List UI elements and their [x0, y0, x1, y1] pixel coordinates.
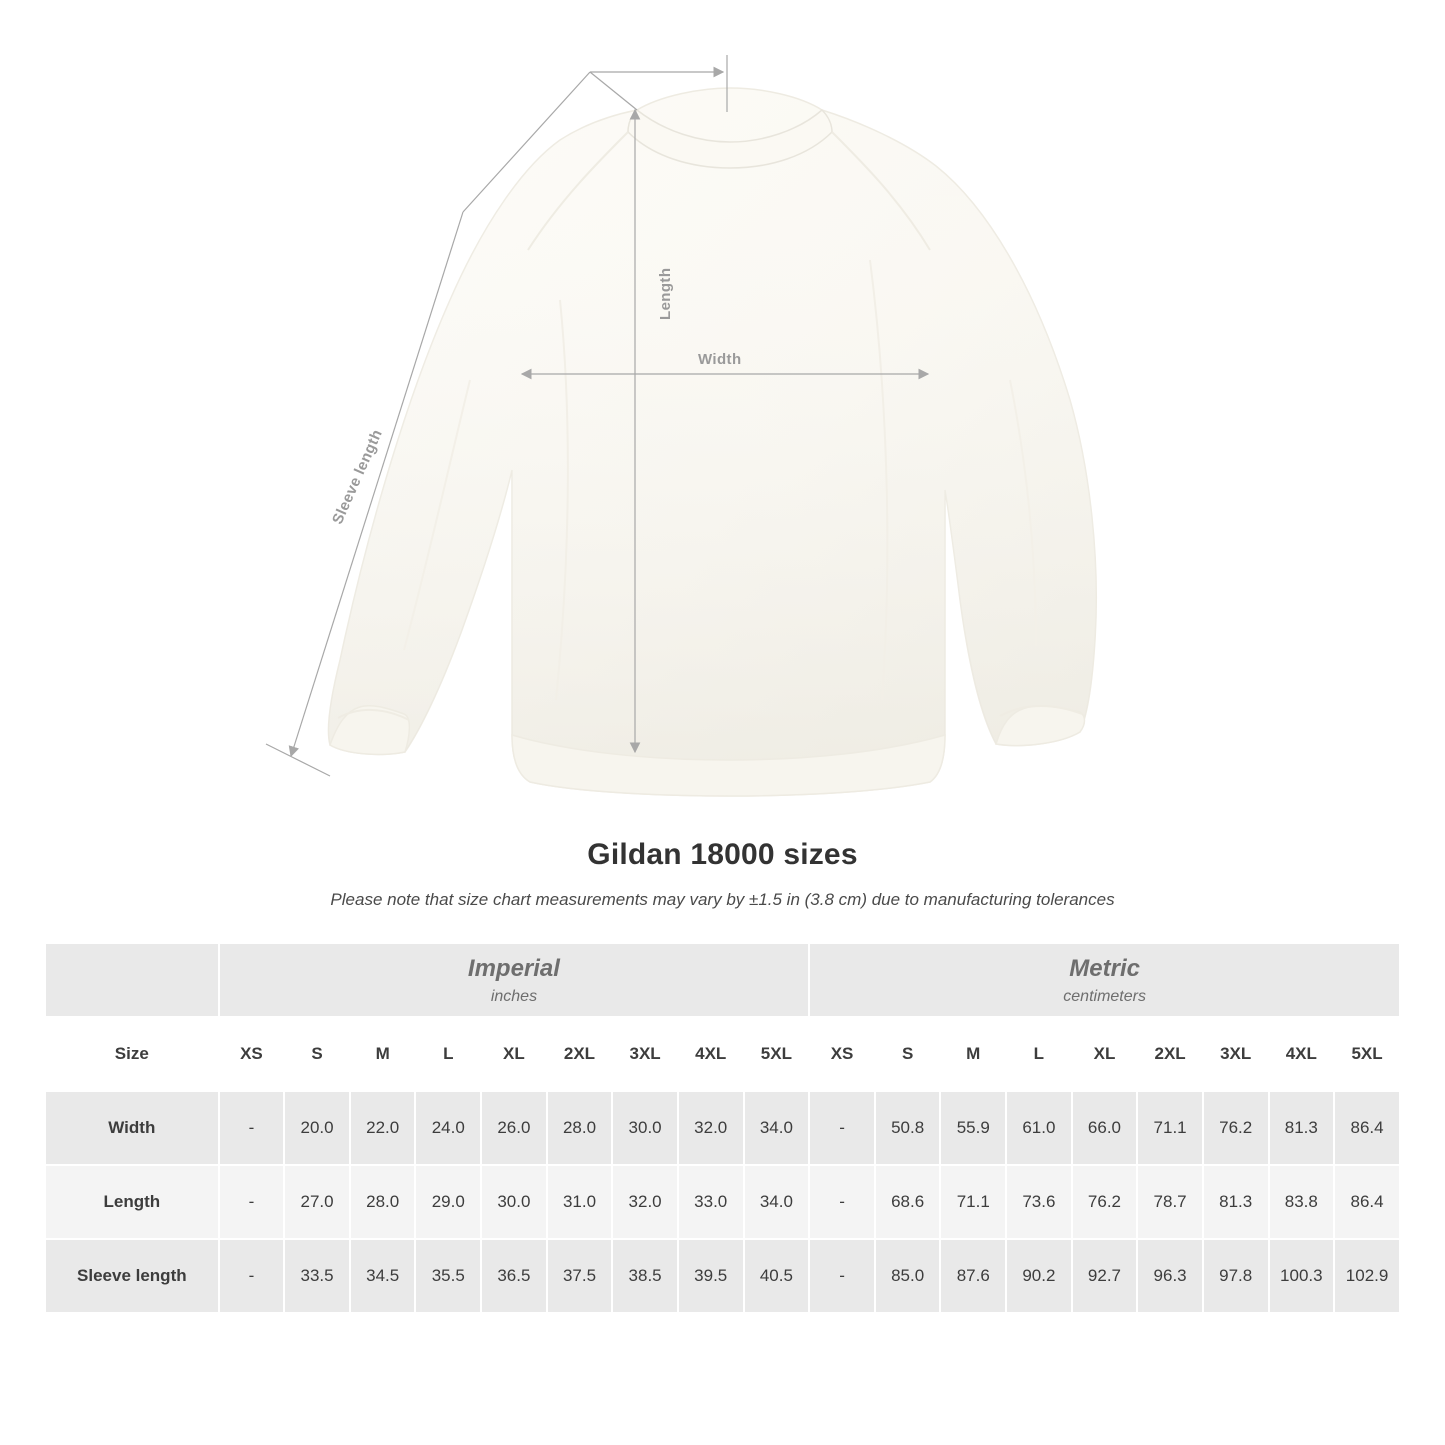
cell: 97.8: [1203, 1239, 1269, 1313]
size-chart-table-wrap: [44, 942, 1401, 1314]
cell: 50.8: [875, 1091, 941, 1165]
cell: 31.0: [547, 1165, 613, 1239]
cell: 81.3: [1203, 1165, 1269, 1239]
cell: -: [809, 1165, 875, 1239]
header-col: 2XL: [1137, 1017, 1203, 1091]
cell: 37.5: [547, 1239, 613, 1313]
cell: 28.0: [350, 1165, 416, 1239]
cell: 71.1: [940, 1165, 1006, 1239]
cell: 30.0: [481, 1165, 547, 1239]
cell: -: [219, 1091, 285, 1165]
cell: 33.5: [284, 1239, 350, 1313]
header-col: XL: [481, 1017, 547, 1091]
header-col: M: [350, 1017, 416, 1091]
title-block: [0, 838, 1445, 910]
metric-name: Metric: [1069, 955, 1140, 982]
cell: 76.2: [1203, 1091, 1269, 1165]
imperial-sub: inches: [490, 988, 538, 1005]
header-col: XS: [219, 1017, 285, 1091]
table-row: [45, 1239, 1400, 1313]
cell: 92.7: [1072, 1239, 1138, 1313]
unit-system-row: [45, 943, 1400, 1017]
cell: 66.0: [1072, 1091, 1138, 1165]
cell: 86.4: [1334, 1091, 1400, 1165]
header-col: S: [875, 1017, 941, 1091]
table-row: [45, 1091, 1400, 1165]
cell: 34.0: [744, 1165, 810, 1239]
cell: 55.9: [940, 1091, 1006, 1165]
header-col: XL: [1072, 1017, 1138, 1091]
cell: 34.5: [350, 1239, 416, 1313]
row-label: Sleeve length: [45, 1239, 219, 1313]
page-title: Gildan 18000 sizes: [587, 838, 858, 871]
table-header-row: [45, 1017, 1400, 1091]
tolerance-note: Please note that size chart measurements may vary by ±1.5 in (3.8 cm) due to manufacturing tolerances: [330, 890, 1115, 909]
cell: 71.1: [1137, 1091, 1203, 1165]
header-col: L: [1006, 1017, 1072, 1091]
imperial-name: Imperial: [467, 955, 560, 982]
sweatshirt-shape: [328, 88, 1096, 796]
cell: 100.3: [1269, 1239, 1335, 1313]
cell: 86.4: [1334, 1165, 1400, 1239]
size-chart-table: [44, 942, 1401, 1314]
cell: -: [809, 1239, 875, 1313]
cell: 61.0: [1006, 1091, 1072, 1165]
cell: 87.6: [940, 1239, 1006, 1313]
cell: 26.0: [481, 1091, 547, 1165]
cell: 83.8: [1269, 1165, 1335, 1239]
sleeve-length-label: Sleeve length: [329, 426, 386, 527]
cell: -: [219, 1165, 285, 1239]
cell: 78.7: [1137, 1165, 1203, 1239]
metric-sub: centimeters: [1063, 988, 1146, 1005]
cell: 90.2: [1006, 1239, 1072, 1313]
cell: 32.0: [678, 1091, 744, 1165]
cell: -: [809, 1091, 875, 1165]
cell: 28.0: [547, 1091, 613, 1165]
row-label: Length: [45, 1165, 219, 1239]
header-col: 4XL: [678, 1017, 744, 1091]
header-col: XS: [809, 1017, 875, 1091]
cell: 81.3: [1269, 1091, 1335, 1165]
cell: 29.0: [415, 1165, 481, 1239]
header-col: 5XL: [1334, 1017, 1400, 1091]
cell: 73.6: [1006, 1165, 1072, 1239]
cell: 40.5: [744, 1239, 810, 1313]
cell: 20.0: [284, 1091, 350, 1165]
cell: 35.5: [415, 1239, 481, 1313]
cell: 27.0: [284, 1165, 350, 1239]
cell: 36.5: [481, 1239, 547, 1313]
unit-system-imperial: [219, 943, 810, 1017]
header-col: 5XL: [744, 1017, 810, 1091]
unit-system-metric: [809, 943, 1400, 1017]
width-label: Width: [698, 351, 742, 368]
row-label: Width: [45, 1091, 219, 1165]
cell: 32.0: [612, 1165, 678, 1239]
header-col: 2XL: [547, 1017, 613, 1091]
unit-system-spacer: [45, 943, 219, 1017]
cell: 76.2: [1072, 1165, 1138, 1239]
cell: 96.3: [1137, 1239, 1203, 1313]
cell: 33.0: [678, 1165, 744, 1239]
cell: 38.5: [612, 1239, 678, 1313]
header-col: L: [415, 1017, 481, 1091]
cell: 34.0: [744, 1091, 810, 1165]
cell: -: [219, 1239, 285, 1313]
cell: 30.0: [612, 1091, 678, 1165]
header-col: 3XL: [612, 1017, 678, 1091]
cell: 22.0: [350, 1091, 416, 1165]
cell: 39.5: [678, 1239, 744, 1313]
length-label: Length: [657, 267, 674, 320]
header-col: S: [284, 1017, 350, 1091]
header-col: M: [940, 1017, 1006, 1091]
cell: 102.9: [1334, 1239, 1400, 1313]
cell: 68.6: [875, 1165, 941, 1239]
header-col: 4XL: [1269, 1017, 1335, 1091]
table-row: [45, 1165, 1400, 1239]
cell: 24.0: [415, 1091, 481, 1165]
cell: 85.0: [875, 1239, 941, 1313]
header-col: 3XL: [1203, 1017, 1269, 1091]
header-size: Size: [45, 1017, 219, 1091]
